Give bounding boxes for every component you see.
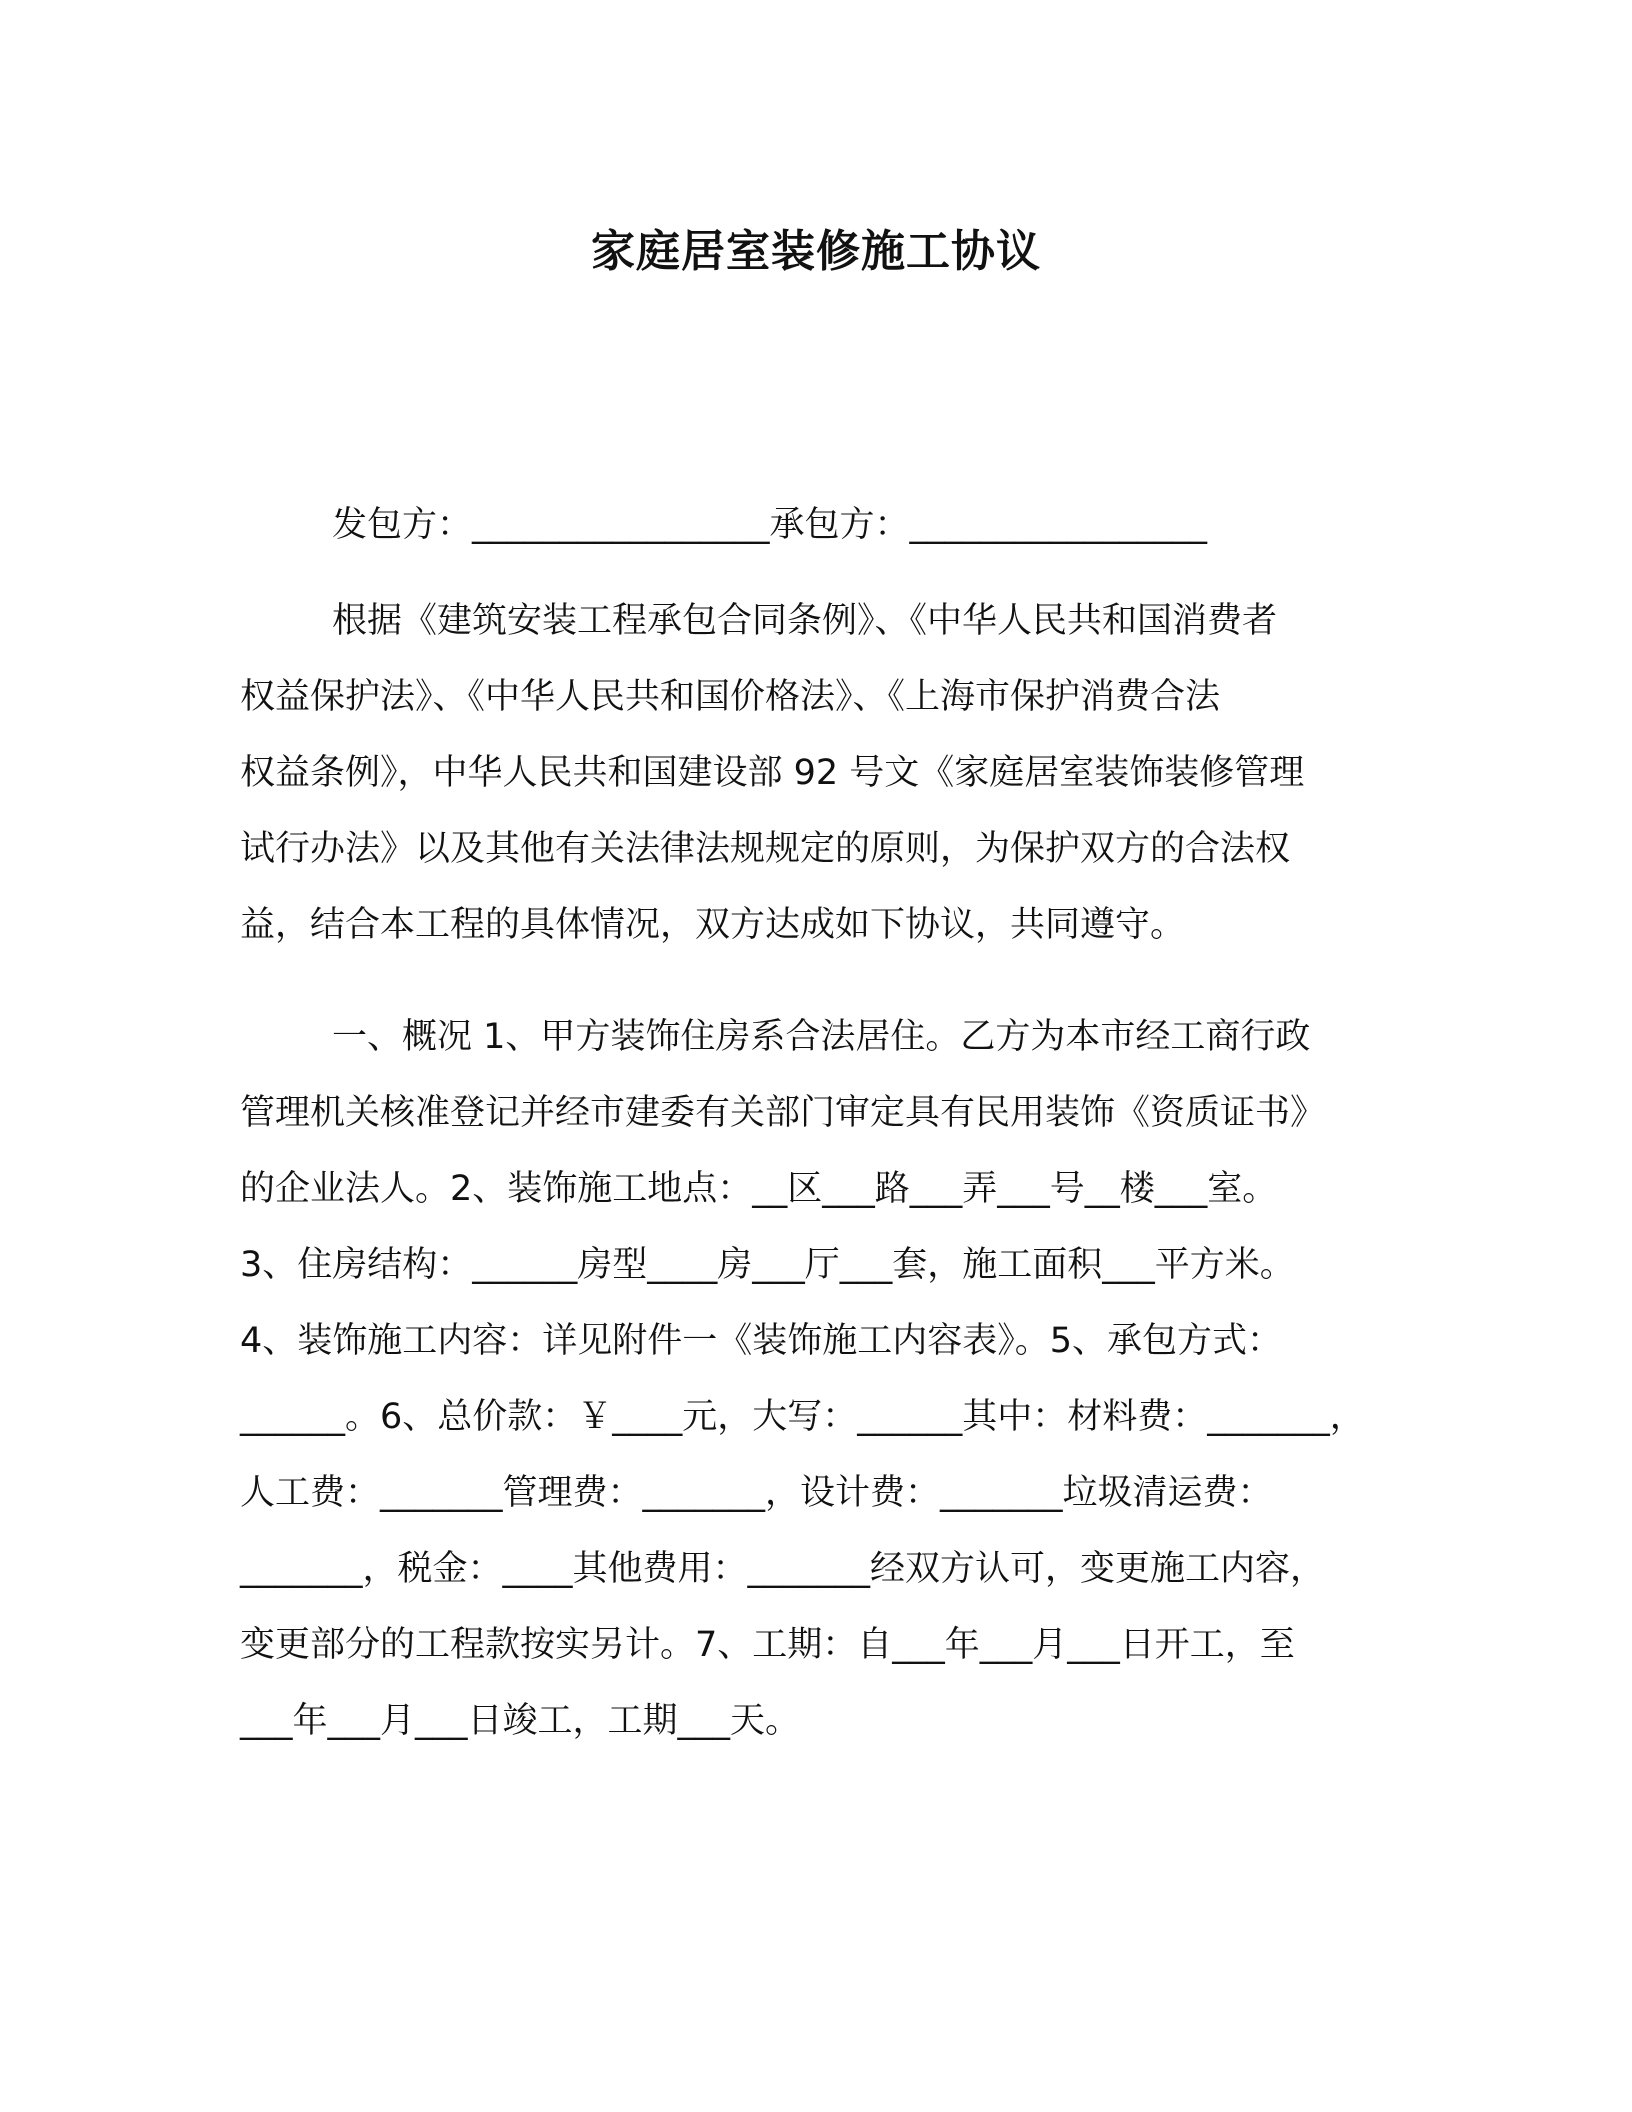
section1-line-5: 4、装饰施工内容：详见附件一《装饰施工内容表》。5、承包方式：	[240, 1321, 1283, 1361]
preamble-line-3: 权益条例》，中华人民共和国建设部 92 号文《家庭居室装饰装修管理	[240, 753, 1305, 793]
section1-line-4: 3、住房结构：______房型____房___厅___套，施工面积___平方米。	[240, 1245, 1295, 1285]
preamble-line-1: 根据《建筑安装工程承包合同条例》、《中华人民共和国消费者	[332, 601, 1278, 641]
preamble-line-4: 试行办法》以及其他有关法律法规规定的原则，为保护双方的合法权	[240, 829, 1291, 869]
section1-line-3: 的企业法人。2、装饰施工地点：__区___路___弄___号__楼___室。	[240, 1169, 1278, 1209]
parties-line: 发包方：_________________承包方：_________________	[332, 505, 1208, 545]
section1-line-9: 变更部分的工程款按实另计。7、工期：自___年___月___日开工，至	[240, 1625, 1295, 1665]
section1-line-6: ______。6、总价款：￥____元，大写：______其中：材料费：_______，	[240, 1397, 1365, 1437]
section1-line-1: 一、概况 1、甲方装饰住房系合法居住。乙方为本市经工商行政	[332, 1017, 1311, 1057]
preamble-line-2: 权益保护法》、《中华人民共和国价格法》、《上海市保护消费合法	[240, 677, 1221, 717]
section1-line-2: 管理机关核准登记并经市建委有关部门审定具有民用装饰《资质证书》	[240, 1093, 1326, 1133]
section1-line-7: 人工费：_______管理费：_______，设计费：_______垃圾清运费：	[240, 1473, 1273, 1513]
section1-line-8: _______，税金：____其他费用：_______经双方认可，变更施工内容，	[240, 1549, 1326, 1589]
document-title: 家庭居室装修施工协议	[591, 226, 1041, 277]
preamble-line-5: 益，结合本工程的具体情况，双方达成如下协议，共同遵守。	[240, 905, 1186, 945]
section1-line-10: ___年___月___日竣工，工期___天。	[240, 1701, 801, 1741]
